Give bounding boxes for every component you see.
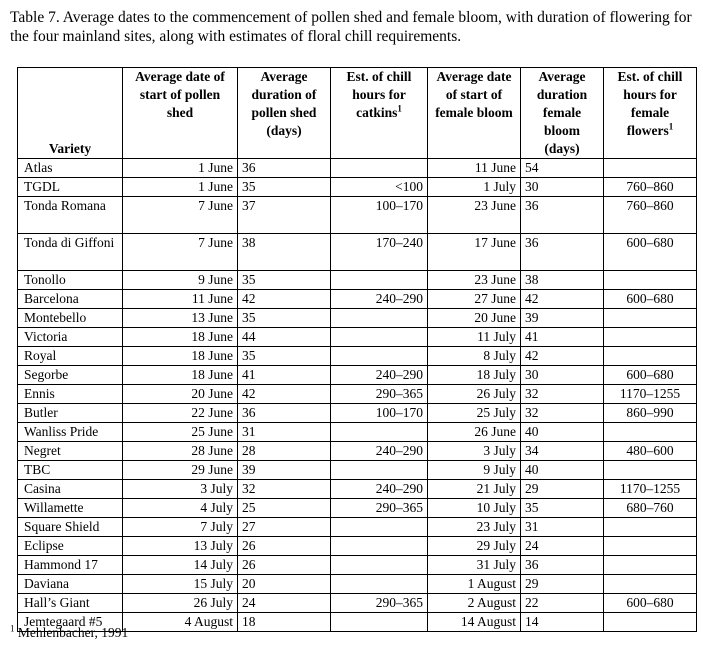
- cell-variety: Tonollo: [18, 271, 123, 290]
- table-row: [18, 290, 697, 309]
- cell-female-duration: 14: [521, 613, 604, 632]
- cell-female-duration: 24: [521, 537, 604, 556]
- cell-chill-catkins: [331, 159, 428, 178]
- cell-pollen-start: 13 July: [123, 537, 238, 556]
- cell-chill-catkins: [331, 518, 428, 537]
- cell-variety: Hall’s Giant: [18, 594, 123, 613]
- cell-chill-catkins: [331, 575, 428, 594]
- cell-pollen-duration: 35: [238, 309, 331, 328]
- cell-pollen-duration: 20: [238, 575, 331, 594]
- cell-pollen-duration: 27: [238, 518, 331, 537]
- cell-female-duration: 34: [521, 442, 604, 461]
- header-pollen-duration: Average duration of pollen shed (days): [238, 68, 331, 159]
- table-row: [18, 518, 697, 537]
- table-row: [18, 366, 697, 385]
- cell-chill-catkins: [331, 537, 428, 556]
- cell-pollen-duration: 26: [238, 556, 331, 575]
- cell-chill-catkins: 170–240: [331, 234, 428, 271]
- cell-chill-catkins: 240–290: [331, 366, 428, 385]
- cell-female-start: 18 July: [428, 366, 521, 385]
- cell-variety: Square Shield: [18, 518, 123, 537]
- cell-female-start: 31 July: [428, 556, 521, 575]
- cell-pollen-start: 4 August: [123, 613, 238, 632]
- cell-variety: Tonda di Giffoni: [18, 234, 123, 271]
- cell-female-duration: 31: [521, 518, 604, 537]
- cell-female-start: 1 July: [428, 178, 521, 197]
- cell-female-duration: 30: [521, 366, 604, 385]
- table-row: [18, 461, 697, 480]
- cell-chill-catkins: 240–290: [331, 290, 428, 309]
- cell-chill-female: 480–600: [604, 442, 697, 461]
- cell-chill-catkins: [331, 328, 428, 347]
- cell-variety: Wanliss Pride: [18, 423, 123, 442]
- cell-female-duration: 36: [521, 556, 604, 575]
- cell-chill-catkins: [331, 556, 428, 575]
- cell-female-duration: 39: [521, 309, 604, 328]
- cell-female-duration: 36: [521, 234, 604, 271]
- cell-pollen-duration: 31: [238, 423, 331, 442]
- cell-pollen-duration: 35: [238, 271, 331, 290]
- cell-chill-catkins: 100–170: [331, 404, 428, 423]
- cell-chill-catkins: <100: [331, 178, 428, 197]
- cell-variety: TBC: [18, 461, 123, 480]
- cell-pollen-duration: 36: [238, 159, 331, 178]
- cell-female-start: 25 July: [428, 404, 521, 423]
- cell-pollen-duration: 35: [238, 347, 331, 366]
- cell-female-start: 21 July: [428, 480, 521, 499]
- cell-female-start: 8 July: [428, 347, 521, 366]
- table-row: [18, 480, 697, 499]
- cell-variety: Royal: [18, 347, 123, 366]
- cell-pollen-duration: 18: [238, 613, 331, 632]
- cell-female-duration: 54: [521, 159, 604, 178]
- cell-pollen-duration: 39: [238, 461, 331, 480]
- cell-variety: Hammond 17: [18, 556, 123, 575]
- table-row: [18, 537, 697, 556]
- cell-female-duration: 32: [521, 404, 604, 423]
- cell-chill-female: [604, 518, 697, 537]
- cell-variety: Willamette: [18, 499, 123, 518]
- cell-female-duration: 40: [521, 461, 604, 480]
- cell-variety: Victoria: [18, 328, 123, 347]
- cell-pollen-duration: 42: [238, 385, 331, 404]
- table-row: [18, 385, 697, 404]
- cell-female-duration: 29: [521, 480, 604, 499]
- cell-pollen-duration: 26: [238, 537, 331, 556]
- cell-female-start: 10 July: [428, 499, 521, 518]
- cell-pollen-duration: 28: [238, 442, 331, 461]
- cell-chill-catkins: 240–290: [331, 480, 428, 499]
- cell-female-start: 23 July: [428, 518, 521, 537]
- cell-pollen-start: 13 June: [123, 309, 238, 328]
- cell-female-start: 2 August: [428, 594, 521, 613]
- cell-variety: Jemtegaard #5: [18, 613, 123, 632]
- cell-chill-female: 760–860: [604, 197, 697, 234]
- cell-variety: Tonda Romana: [18, 197, 123, 234]
- cell-chill-catkins: [331, 309, 428, 328]
- cell-chill-female: [604, 271, 697, 290]
- header-female-duration: Average duration female bloom (days): [521, 68, 604, 159]
- cell-female-start: 26 June: [428, 423, 521, 442]
- cell-chill-catkins: [331, 423, 428, 442]
- cell-chill-female: [604, 423, 697, 442]
- cell-chill-female: 680–760: [604, 499, 697, 518]
- cell-female-duration: 35: [521, 499, 604, 518]
- cell-chill-female: [604, 159, 697, 178]
- cell-female-duration: 32: [521, 385, 604, 404]
- cell-variety: Atlas: [18, 159, 123, 178]
- cell-pollen-duration: 44: [238, 328, 331, 347]
- cell-variety: Eclipse: [18, 537, 123, 556]
- header-chill-catkins: [331, 68, 428, 159]
- cell-pollen-start: 26 July: [123, 594, 238, 613]
- header-chill-catkins-footnote-marker: 1: [397, 103, 402, 114]
- cell-female-start: 27 June: [428, 290, 521, 309]
- cell-pollen-start: 4 July: [123, 499, 238, 518]
- cell-pollen-start: 25 June: [123, 423, 238, 442]
- cell-female-duration: 29: [521, 575, 604, 594]
- cell-chill-female: 760–860: [604, 178, 697, 197]
- cell-chill-female: [604, 575, 697, 594]
- header-chill-catkins-text: Est. of chill hours for catkins: [346, 69, 412, 120]
- table-row: [18, 309, 697, 328]
- cell-pollen-duration: 42: [238, 290, 331, 309]
- table-row: [18, 499, 697, 518]
- table-row: [18, 556, 697, 575]
- cell-chill-female: 1170–1255: [604, 385, 697, 404]
- cell-pollen-start: 11 June: [123, 290, 238, 309]
- cell-pollen-start: 18 June: [123, 328, 238, 347]
- cell-variety: Negret: [18, 442, 123, 461]
- header-pollen-start: Average date of start of pollen shed: [123, 68, 238, 159]
- cell-variety: Montebello: [18, 309, 123, 328]
- cell-female-start: 29 July: [428, 537, 521, 556]
- cell-pollen-duration: 35: [238, 178, 331, 197]
- cell-pollen-duration: 24: [238, 594, 331, 613]
- cell-pollen-start: 28 June: [123, 442, 238, 461]
- cell-female-start: 23 June: [428, 271, 521, 290]
- table-row: [18, 159, 697, 178]
- cell-chill-female: [604, 328, 697, 347]
- footnote: [10, 625, 128, 641]
- header-row: [18, 68, 697, 159]
- cell-female-start: 20 June: [428, 309, 521, 328]
- cell-pollen-duration: 25: [238, 499, 331, 518]
- cell-chill-catkins: [331, 461, 428, 480]
- cell-chill-catkins: 290–365: [331, 594, 428, 613]
- cell-pollen-start: 29 June: [123, 461, 238, 480]
- cell-pollen-start: 7 June: [123, 197, 238, 234]
- cell-pollen-start: 22 June: [123, 404, 238, 423]
- footnote-text: Mehlenbacher, 1991: [14, 625, 129, 640]
- cell-female-start: 9 July: [428, 461, 521, 480]
- cell-pollen-duration: 41: [238, 366, 331, 385]
- table-row: [18, 347, 697, 366]
- cell-female-duration: 30: [521, 178, 604, 197]
- table-caption: Table 7. Average dates to the commencement of pollen shed and female bloom, with duration of flowering for the four mainland sites, along with estimates of floral chill requirements.: [10, 9, 692, 45]
- header-chill-female-text: Est. of chill hours for female flowers: [617, 69, 683, 138]
- table-row: [18, 197, 697, 234]
- cell-female-start: 17 June: [428, 234, 521, 271]
- cell-chill-female: [604, 613, 697, 632]
- cell-pollen-start: 1 June: [123, 159, 238, 178]
- cell-chill-catkins: 100–170: [331, 197, 428, 234]
- table-row: [18, 271, 697, 290]
- table-row: [18, 404, 697, 423]
- flowering-table: [17, 67, 697, 632]
- cell-pollen-start: 14 July: [123, 556, 238, 575]
- cell-chill-catkins: 290–365: [331, 385, 428, 404]
- cell-female-duration: 42: [521, 347, 604, 366]
- cell-female-start: 11 July: [428, 328, 521, 347]
- cell-variety: Daviana: [18, 575, 123, 594]
- cell-chill-female: [604, 556, 697, 575]
- header-chill-female: [604, 68, 697, 159]
- cell-chill-female: 600–680: [604, 234, 697, 271]
- cell-pollen-start: 9 June: [123, 271, 238, 290]
- cell-chill-catkins: [331, 613, 428, 632]
- cell-pollen-start: 15 July: [123, 575, 238, 594]
- cell-female-start: 14 August: [428, 613, 521, 632]
- table-row: [18, 328, 697, 347]
- cell-chill-female: 860–990: [604, 404, 697, 423]
- cell-female-duration: 42: [521, 290, 604, 309]
- cell-pollen-duration: 38: [238, 234, 331, 271]
- cell-variety: TGDL: [18, 178, 123, 197]
- cell-chill-female: 600–680: [604, 594, 697, 613]
- table-row: [18, 575, 697, 594]
- table-row: [18, 178, 697, 197]
- table-row: [18, 442, 697, 461]
- cell-pollen-start: 20 June: [123, 385, 238, 404]
- cell-pollen-duration: 37: [238, 197, 331, 234]
- footnote-marker: 1: [10, 623, 15, 634]
- table-row: [18, 594, 697, 613]
- cell-variety: Butler: [18, 404, 123, 423]
- cell-pollen-start: 7 July: [123, 518, 238, 537]
- cell-female-start: 26 July: [428, 385, 521, 404]
- cell-female-start: 11 June: [428, 159, 521, 178]
- header-variety: Variety: [18, 68, 123, 159]
- cell-female-start: 23 June: [428, 197, 521, 234]
- cell-female-duration: 41: [521, 328, 604, 347]
- table-row: [18, 234, 697, 271]
- table-row: [18, 423, 697, 442]
- cell-variety: Segorbe: [18, 366, 123, 385]
- cell-chill-female: [604, 309, 697, 328]
- cell-pollen-start: 1 June: [123, 178, 238, 197]
- cell-pollen-duration: 32: [238, 480, 331, 499]
- cell-female-start: 1 August: [428, 575, 521, 594]
- cell-chill-catkins: 290–365: [331, 499, 428, 518]
- cell-chill-female: [604, 347, 697, 366]
- cell-female-duration: 40: [521, 423, 604, 442]
- cell-chill-female: 1170–1255: [604, 480, 697, 499]
- cell-variety: Ennis: [18, 385, 123, 404]
- cell-chill-female: 600–680: [604, 290, 697, 309]
- cell-female-duration: 38: [521, 271, 604, 290]
- header-female-start: Average date of start of female bloom: [428, 68, 521, 159]
- cell-variety: Barcelona: [18, 290, 123, 309]
- cell-chill-catkins: 240–290: [331, 442, 428, 461]
- cell-chill-catkins: [331, 347, 428, 366]
- table-body: [18, 159, 697, 632]
- cell-chill-female: 600–680: [604, 366, 697, 385]
- cell-pollen-start: 7 June: [123, 234, 238, 271]
- cell-chill-female: [604, 461, 697, 480]
- cell-chill-female: [604, 537, 697, 556]
- cell-pollen-duration: 36: [238, 404, 331, 423]
- cell-pollen-start: 3 July: [123, 480, 238, 499]
- cell-pollen-start: 18 June: [123, 366, 238, 385]
- cell-pollen-start: 18 June: [123, 347, 238, 366]
- cell-variety: Casina: [18, 480, 123, 499]
- cell-chill-catkins: [331, 271, 428, 290]
- cell-female-duration: 22: [521, 594, 604, 613]
- cell-female-duration: 36: [521, 197, 604, 234]
- cell-female-start: 3 July: [428, 442, 521, 461]
- header-chill-female-footnote-marker: 1: [668, 121, 674, 132]
